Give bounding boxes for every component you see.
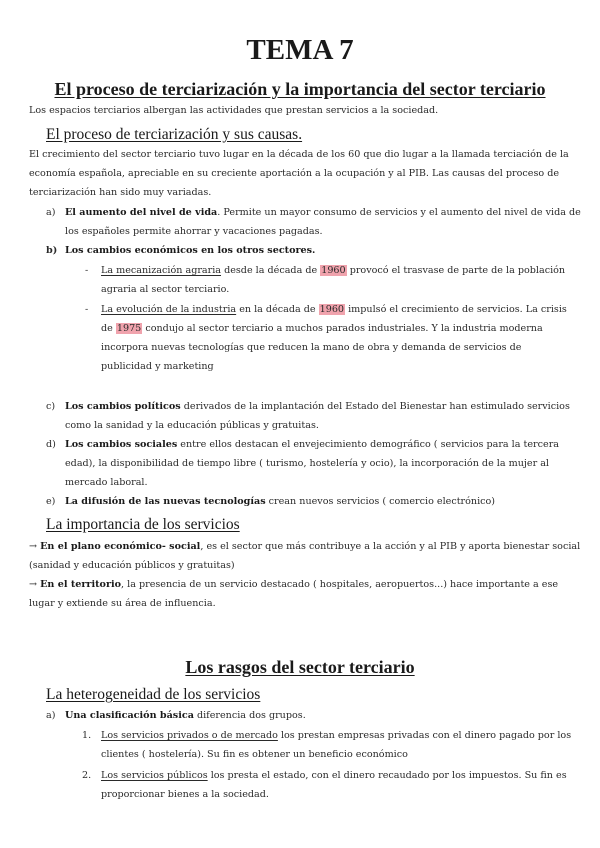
subheading-importancia: La importancia de los servicios xyxy=(46,516,240,533)
sub-item-industria-line3: incorpora nuevas tecnologías que reducen la mano de obra y demanda de servicios de xyxy=(101,342,522,353)
list-item-d-line2: edad), la disponibilidad de tiempo libre ( turismo, hostelería y ocio), la incorporación de la mujer al xyxy=(65,458,549,469)
list-item-publicos-line2: proporcionar bienes a la sociedad. xyxy=(101,789,269,800)
section-heading-rasgos: Los rasgos del sector terciario xyxy=(185,657,415,677)
sub-item-industria-line4: publicidad y marketing xyxy=(101,361,214,372)
list-item-c-line2: como la sanidad y la educación públicas y gratuitas. xyxy=(65,420,319,431)
bold-term: Una clasificación básica xyxy=(65,710,194,721)
sub-item-industria: La evolución de la industria en la década de 1960 impulsó el crecimiento de servicios. La crisis xyxy=(101,304,567,315)
bold-term: Los cambios sociales xyxy=(65,439,178,450)
section-heading-terciarizacion: El proceso de terciarización y la importancia del sector terciario xyxy=(54,79,546,99)
bold-term: Los cambios políticos xyxy=(65,401,181,412)
paragraph-line: terciarización han sido muy variadas. xyxy=(29,187,212,198)
page-title: TEMA 7 xyxy=(246,34,354,66)
arrow-icon: → xyxy=(29,541,38,552)
importance-point-economic-line2: (sanidad y educación públicos y gratuitas) xyxy=(29,560,235,571)
highlighted-year: 1960 xyxy=(319,304,345,315)
dash-marker: - xyxy=(85,265,89,276)
list-item-b xyxy=(65,241,315,260)
number-marker: 2. xyxy=(82,770,92,781)
underlined-term: La mecanización agraria xyxy=(101,265,222,276)
importance-point-territory-line2: lugar y extiende su área de influencia. xyxy=(29,598,216,609)
list-item-c: Los cambios políticos derivados de la implantación del Estado del Bienestar han estimulado servicios xyxy=(65,401,570,412)
list-item-clasificacion: Una clasificación básica diferencia dos grupos. xyxy=(65,710,306,721)
list-item-d-line3: mercado laboral. xyxy=(65,477,148,488)
list-item-d: Los cambios sociales entre ellos destacan el envejecimiento demográfico ( servicios para la tercera xyxy=(65,439,559,450)
paragraph-line: El crecimiento del sector terciario tuvo lugar en la década de los 60 que dio lugar a la llamada terciación de la xyxy=(29,149,569,160)
sub-item-mecanizacion: La mecanización agraria desde la década de 1960 provocó el trasvase de parte de la población xyxy=(101,265,566,276)
list-marker: d) xyxy=(46,439,56,450)
list-marker: c) xyxy=(46,401,56,412)
list-item-a-line2: los españoles permite ahorrar y vacaciones pagadas. xyxy=(65,226,323,237)
list-item-privados-line2: clientes ( hostelería). Su fin es obtener un beneficio económico xyxy=(101,749,408,760)
underlined-term: La evolución de la industria xyxy=(101,304,237,315)
dash-marker: - xyxy=(85,304,89,315)
list-item-publicos: Los servicios públicos los presta el estado, con el dinero recaudado por los impuestos. Su fin es xyxy=(101,770,567,781)
underlined-term: Los servicios privados o de mercado xyxy=(101,730,278,741)
subheading-proceso: El proceso de terciarización y sus causas. xyxy=(46,126,303,143)
list-item-e: La difusión de las nuevas tecnologías crean nuevos servicios ( comercio electrónico) xyxy=(65,496,496,507)
list-item-privados: Los servicios privados o de mercado los prestan empresas privadas con el dinero pagado por los xyxy=(101,730,572,741)
arrow-icon: → xyxy=(29,579,38,590)
list-item-a: El aumento del nivel de vida. Permite un mayor consumo de servicios y el aumento del nivel de vida de xyxy=(65,207,581,218)
subheading-heterogeneidad: La heterogeneidad de los servicios xyxy=(46,686,261,703)
bold-term: Los cambios económicos en los otros sectores. xyxy=(65,245,316,256)
highlighted-year: 1960 xyxy=(321,265,346,276)
bold-term: La difusión de las nuevas tecnologías xyxy=(65,496,266,507)
sub-item-industria-line2: de 1975 condujo al sector terciario a muchos parados industriales. Y la industria moderna xyxy=(101,323,543,334)
bold-term: En el plano económico- social xyxy=(40,541,201,552)
bold-term: En el territorio xyxy=(40,579,122,590)
paragraph-line: economía española, apreciable en su creciente aportación a la ocupación y al PIB. Las causas del proceso de xyxy=(29,168,560,179)
importance-point-territory: → En el territorio, la presencia de un servicio destacado ( hospitales, aeropuertos...) hace importante a ese xyxy=(29,579,559,590)
bold-term: El aumento del nivel de vida xyxy=(65,207,218,218)
list-marker: a) xyxy=(46,207,56,218)
intro-paragraph: Los espacios terciarios albergan las actividades que prestan servicios a la sociedad. xyxy=(29,105,439,116)
list-marker: e) xyxy=(46,496,56,507)
list-marker: b) xyxy=(46,245,58,256)
importance-point-economic: → En el plano económico- social, es el sector que más contribuye a la acción y al PIB y aporta bienestar social xyxy=(29,541,581,552)
sub-item-mecanizacion-line2: agraria al sector terciario. xyxy=(101,284,230,295)
list-marker: a) xyxy=(46,710,56,721)
number-marker: 1. xyxy=(82,730,92,741)
highlighted-year: 1975 xyxy=(116,323,142,334)
underlined-term: Los servicios públicos xyxy=(101,770,208,781)
